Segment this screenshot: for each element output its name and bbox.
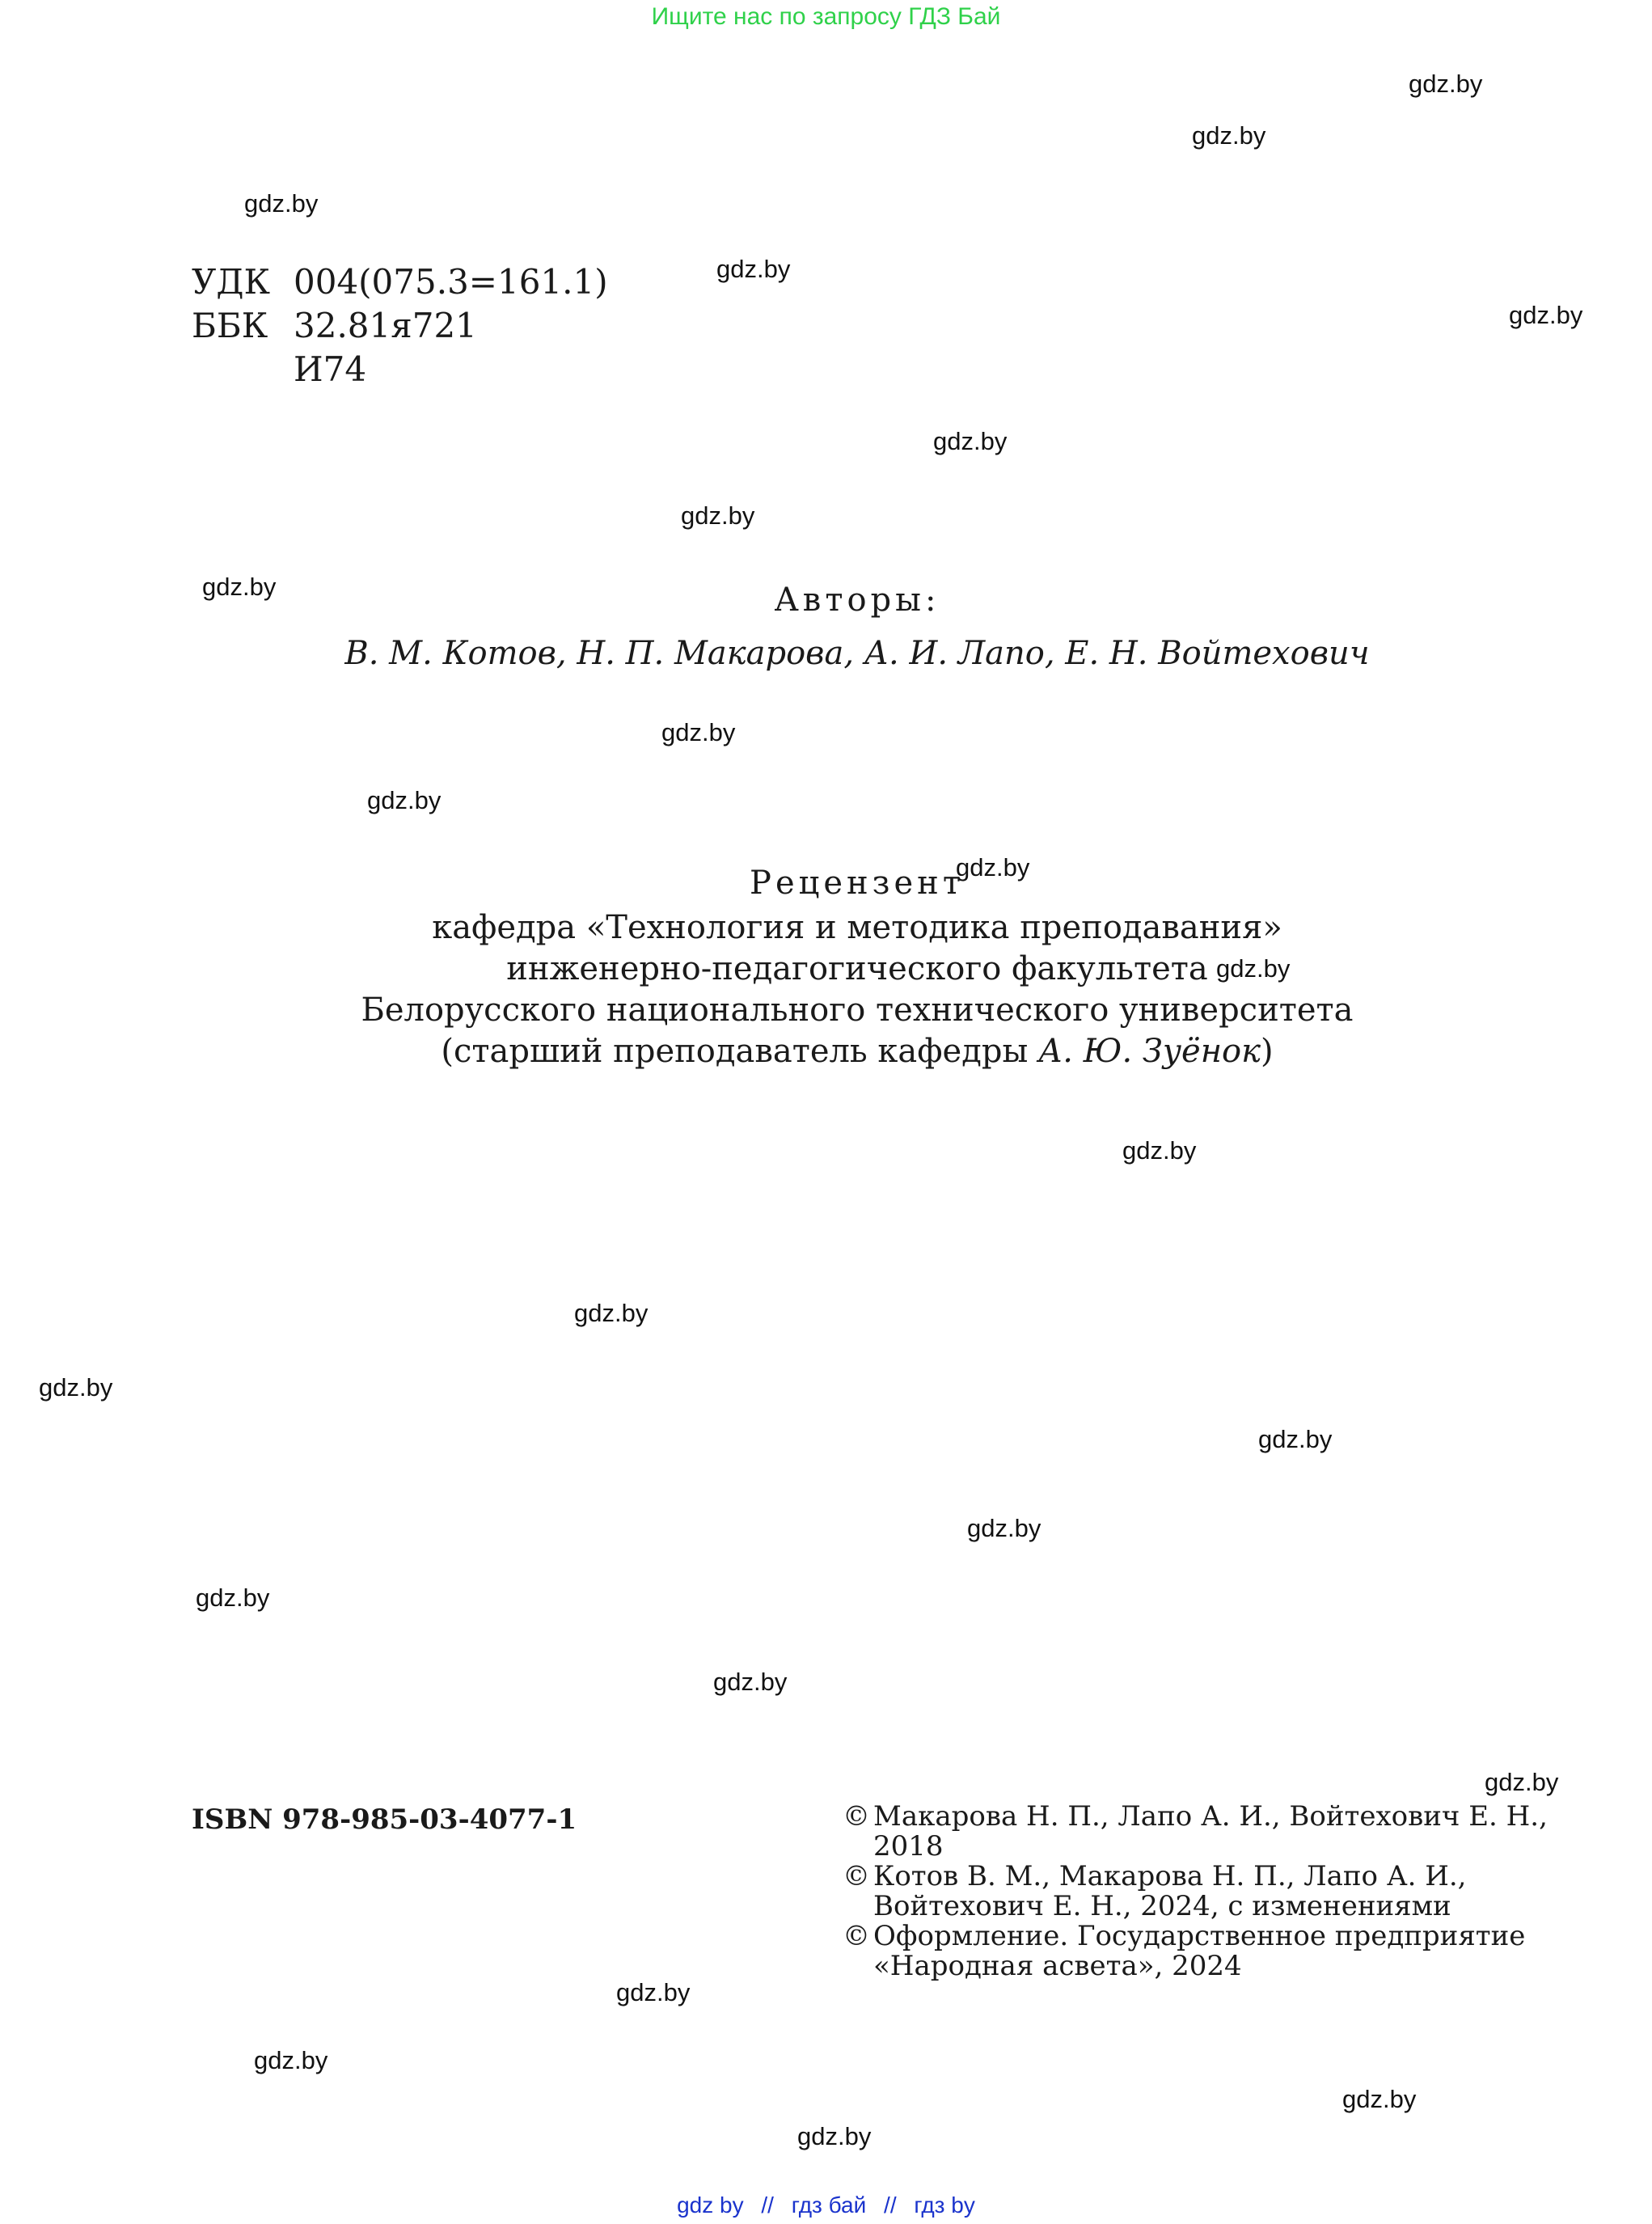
copyright-icon: © bbox=[843, 1920, 870, 1952]
watermark: gdz.by bbox=[681, 501, 755, 530]
watermark: gdz.by bbox=[713, 1668, 788, 1696]
copyright-icon: © bbox=[843, 1800, 870, 1833]
authors-names: В. М. Котов, Н. П. Макарова, А. И. Лапо, Е. Н. Войтехович bbox=[344, 635, 1370, 672]
authors-section bbox=[0, 576, 1652, 679]
reviewer-position: (старший преподаватель кафедры bbox=[441, 1033, 1039, 1070]
udk-value: 004(075.3=161.1) bbox=[294, 262, 608, 302]
watermark: gdz.by bbox=[1342, 2085, 1417, 2113]
footer-link-gdz-by-cyr[interactable]: гдз by bbox=[914, 2192, 975, 2218]
watermark: gdz.by bbox=[1485, 1768, 1559, 1796]
reviewer-line bbox=[0, 1031, 1652, 1072]
copyright-item bbox=[843, 1922, 1548, 1981]
watermark: gdz.by bbox=[196, 1583, 270, 1612]
reviewer-heading: Рецензент bbox=[750, 865, 965, 902]
footer-separator: // bbox=[884, 2192, 897, 2218]
watermark: gdz.by bbox=[797, 2122, 872, 2150]
copyright-item bbox=[843, 1802, 1548, 1862]
copyright-icon: © bbox=[843, 1860, 870, 1892]
watermark: gdz.by bbox=[367, 786, 442, 814]
copyright-item bbox=[843, 1862, 1548, 1922]
copyright-text: 2018 bbox=[873, 1830, 944, 1862]
watermark: gdz.by bbox=[1216, 954, 1291, 983]
copyright-block bbox=[843, 1802, 1548, 1981]
authors-heading: Авторы: bbox=[774, 581, 940, 619]
footer-link-gdz-bai[interactable]: гдз бай bbox=[791, 2192, 867, 2218]
copyright-text: «Народная асвета», 2024 bbox=[873, 1950, 1242, 1982]
watermark: gdz.by bbox=[1409, 70, 1483, 98]
reviewer-close-paren: ) bbox=[1261, 1033, 1274, 1070]
footer-separator: // bbox=[761, 2192, 774, 2218]
watermark: gdz.by bbox=[1258, 1425, 1333, 1453]
watermark: gdz.by bbox=[202, 573, 277, 601]
copyright-text: Котов В. М., Макарова Н. П., Лапо А. И., bbox=[873, 1860, 1467, 1892]
classification-block bbox=[192, 260, 608, 391]
reviewer-name: А. Ю. Зуёнок bbox=[1038, 1033, 1261, 1070]
top-banner: Ищите нас по запросу ГДЗ Бай bbox=[651, 3, 1001, 30]
watermark: gdz.by bbox=[967, 1514, 1041, 1542]
author-sign-row bbox=[192, 348, 608, 391]
bbk-value: 32.81я721 bbox=[294, 306, 477, 345]
watermark: gdz.by bbox=[933, 427, 1008, 455]
watermark: gdz.by bbox=[1509, 301, 1583, 329]
copyright-text: Макарова Н. П., Лапо А. И., Войтехович Е. Н., bbox=[873, 1800, 1548, 1833]
reviewer-line: Белорусского национального технического университета bbox=[361, 991, 1354, 1029]
watermark: gdz.by bbox=[1122, 1136, 1197, 1165]
bbk-row bbox=[192, 304, 608, 348]
isbn: ISBN 978-985-03-4077-1 bbox=[192, 1803, 577, 1836]
watermark: gdz.by bbox=[956, 853, 1030, 882]
author-sign: И74 bbox=[294, 349, 367, 389]
udk-row bbox=[192, 260, 608, 304]
watermark: gdz.by bbox=[254, 2046, 328, 2074]
reviewer-line: кафедра «Технология и методика преподавания» bbox=[432, 909, 1282, 946]
watermark: gdz.by bbox=[244, 189, 319, 218]
reviewer-line: инженерно-педагогического факультета bbox=[506, 950, 1208, 987]
bbk-label: ББК bbox=[192, 306, 268, 345]
watermark: gdz.by bbox=[1192, 121, 1266, 150]
copyright-text: Войтехович Е. Н., 2024, с изменениями bbox=[873, 1890, 1451, 1922]
watermark: gdz.by bbox=[661, 718, 736, 746]
reviewer-section bbox=[0, 859, 1652, 1072]
watermark: gdz.by bbox=[574, 1299, 649, 1327]
footer-links bbox=[0, 2192, 1652, 2218]
watermark: gdz.by bbox=[716, 255, 791, 283]
watermark: gdz.by bbox=[39, 1373, 113, 1402]
watermark: gdz.by bbox=[616, 1978, 691, 2006]
udk-label: УДК bbox=[192, 262, 271, 302]
footer-link-gdz-by[interactable]: gdz by bbox=[677, 2192, 744, 2218]
copyright-text: Оформление. Государственное предприятие bbox=[873, 1920, 1526, 1952]
